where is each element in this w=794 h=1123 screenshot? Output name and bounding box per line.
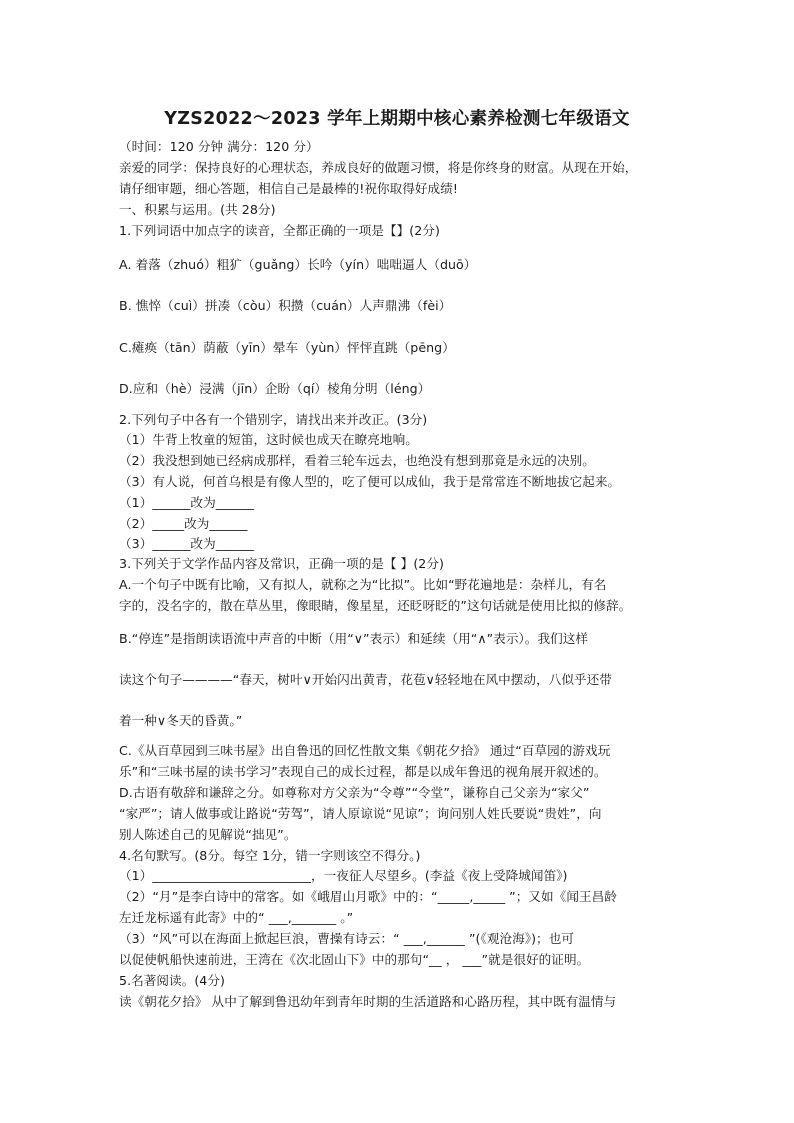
section-heading: 一、积累与运用。(共 28分) [119,202,276,217]
question-3-option-a: A.一个句子中既有比喻，又有拟人，就称之为“比拟”。比如“野花遍地是：杂样儿，有名 [119,577,607,592]
question-4-item: （1）_________________________，一夜征人尽望乡。(李益《夜上受降城闻笛》) [119,868,568,883]
question-2-answer-blank: （1）______改为______ [119,495,254,510]
exam-meta: （时间：120 分钟 满分：120 分） [119,139,319,154]
question-2-sentence: （3）有人说，何首乌根是有像人型的，吃了便可以成仙，我于是常常连不断地拔它起来。 [119,474,621,489]
question-2-answer-blank: （2）_____改为______ [119,516,248,531]
question-2-sentence: （1）牛背上牧童的短笛，这时候也成天在瞭亮地响。 [119,432,418,447]
intro-line: 请仔细审题，细心答题，相信自己是最棒的!祝你取得好成绩! [119,181,458,196]
question-2-sentence: （2）我没想到她已经病成那样，看着三轮车远去，也绝没有想到那竟是永远的决别。 [119,453,595,468]
question-3-option-b: 着一种∨冬天的昏黄。” [119,713,243,728]
question-3-stem: 3.下列关于文学作品内容及常识，正确一项的是【 】(2分) [119,556,444,571]
exam-title: YZS2022～2023 学年上期期中核心素养检测七年级语文 [164,109,630,129]
question-2-stem: 2.下列句子中各有一个错别字，请找出来并改正。(3分) [119,412,428,427]
question-3-option-d: D.古语有敬辞和谦辞之分。如尊称对方父亲为“令尊”“令堂”，谦称自己父亲为“家父” [119,785,590,800]
question-3-option-d: “家严”；请人做事或让路说“劳驾”，请人原谅说“见谅”；询问别人姓氏要说“贵姓”，向 [119,806,602,821]
question-3-option-d: 别人陈述自己的见解说“拙见”。 [119,827,297,842]
question-3-option-c: 乐”和“三味书屋的读书学习”表现自己的成长过程，都是以成年鲁迅的视角展开叙述的。 [119,764,607,779]
question-3-option-a: 字的，没名字的，散在草丛里，像眼睛，像星星，还眨呀眨的”这句话就是使用比拟的修辞。 [119,598,632,613]
question-5-text: 读《朝花夕拾》 从中了解到鲁迅幼年到青年时期的生活道路和心路历程，其中既有温情与 [119,994,617,1009]
question-4-item: 左迁龙标遥有此寄》中的“ ___,_______ 。” [119,910,354,925]
question-3-option-b: B.“停连”是指朗读语流中声音的中断（用“∨”表示）和延续（用“∧”表示）。我们这样 [119,631,589,646]
question-4-item: （2）“月”是李白诗中的常客。如《峨眉山月歌》中的：“_____,_____ ”；又如《闻王昌龄 [119,889,617,904]
question-4-item: 以促使帆船快速前进，王湾在《次北固山下》中的那句“__ ， ___”就是很好的证明。 [119,952,590,967]
question-3-option-c: C.《从百草园到三味书屋》出自鲁迅的回忆性散文集《朝花夕拾》 通过“百草园的游戏玩 [119,743,611,758]
question-1-option-b: B. 憔悴（cuì）拼凑（còu）积攒（cuán）人声鼎沸（fèi） [119,298,452,313]
question-4-item: （3）“风”可以在海面上掀起巨浪，曹操有诗云：“ ___,______ ”(《观沧海》)；也可 [119,931,574,946]
question-1-option-a: A. 着落（zhuó）粗犷（guǎng）长吟（yín）咄咄逼人（duō） [119,257,477,272]
question-2-answer-blank: （3）______改为______ [119,536,254,551]
question-5-stem: 5.名著阅读。(4分) [119,973,225,988]
question-1-option-c: C.瘫痪（tān）荫蔽（yīn）晕车（yùn）怦怦直跳（pēng） [119,340,455,355]
question-1-stem: 1.下列词语中加点字的读音，全都正确的一项是【】(2分) [119,223,440,238]
intro-line: 亲爱的同学：保持良好的心理状态，养成良好的做题习惯，将是你终身的财富。从现在开始， [119,160,638,175]
question-4-stem: 4.名句默写。(8分。每空 1分，错一字则该空不得分。) [119,848,421,863]
question-1-option-d: D.应和（hè）浸满（jīn）企盼（qí）棱角分明（léng） [119,381,431,396]
question-3-option-b: 读这个句子————“春天，树叶∨开始闪出黄青，花苞∨轻轻地在风中摆动，八似乎还带 [119,672,612,687]
